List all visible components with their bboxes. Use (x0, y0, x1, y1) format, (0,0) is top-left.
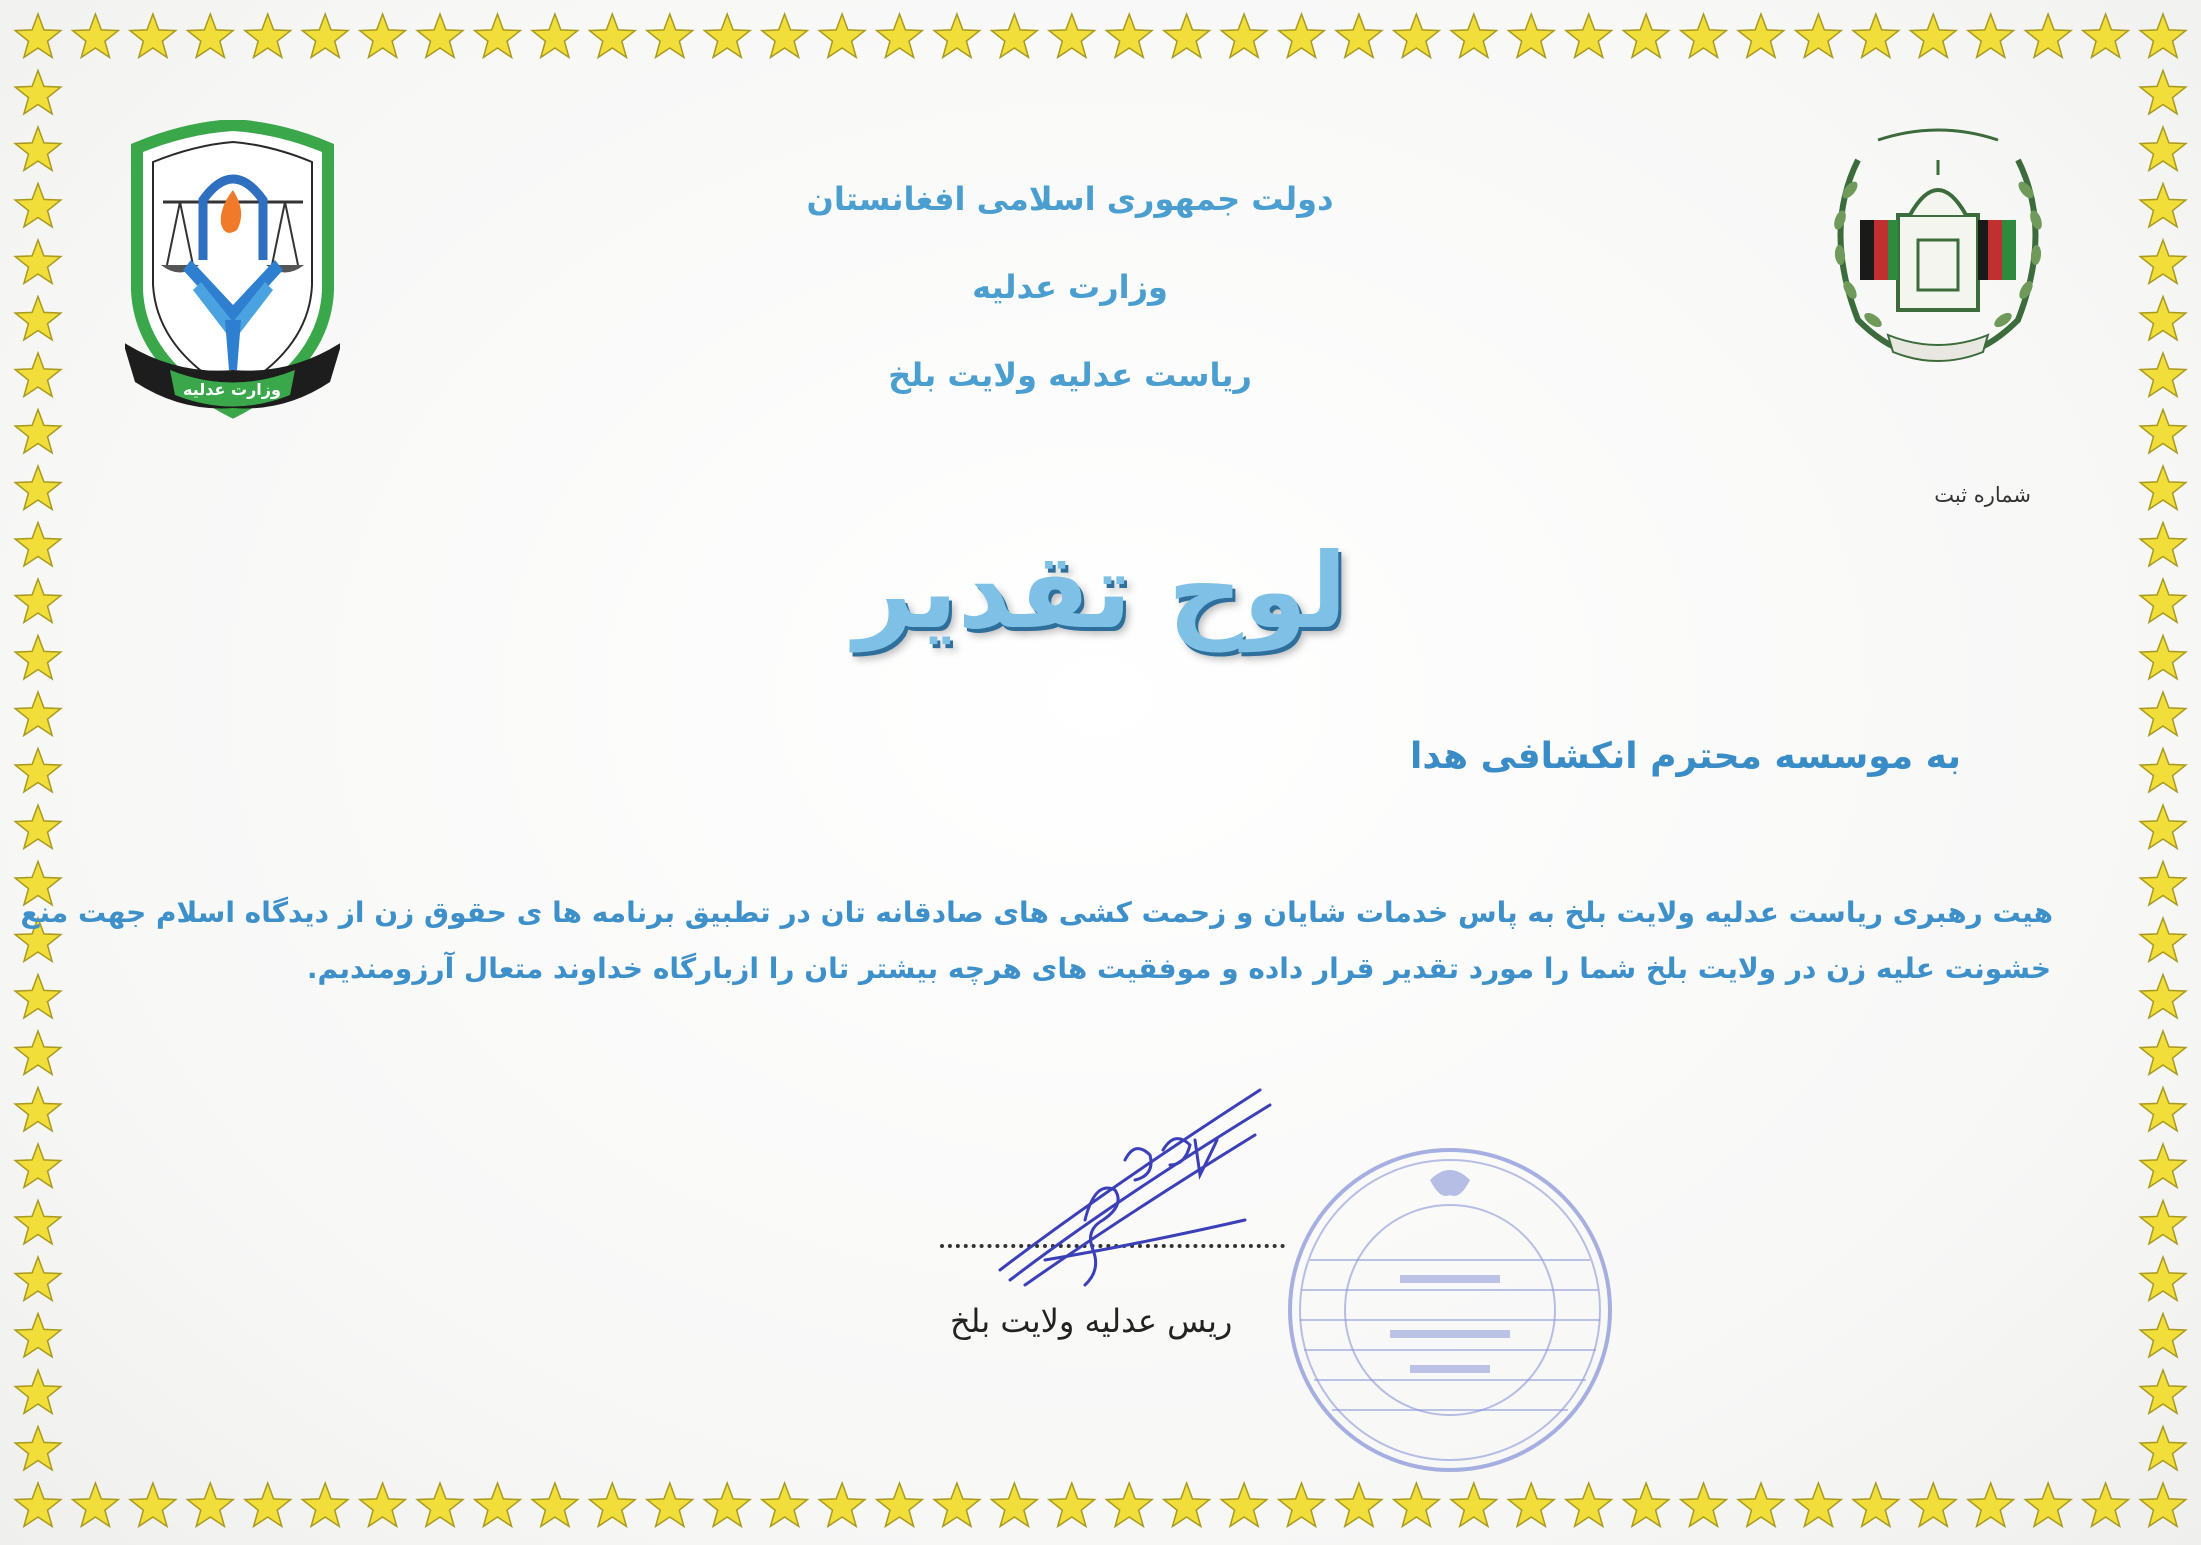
border-star (15, 14, 61, 57)
border-star (15, 410, 61, 453)
border-star (188, 1483, 234, 1526)
border-star (475, 14, 521, 57)
border-star (15, 1257, 61, 1300)
border-star (130, 1483, 176, 1526)
border-star (819, 14, 865, 57)
handwritten-signature-icon (985, 1070, 1285, 1300)
border-star (532, 1483, 578, 1526)
border-star (1394, 14, 1440, 57)
border-star (302, 1483, 348, 1526)
border-star (1796, 14, 1842, 57)
border-star (15, 71, 61, 114)
border-star (130, 14, 176, 57)
border-star (245, 14, 291, 57)
border-star (1164, 1483, 1210, 1526)
border-star (2140, 1088, 2186, 1131)
border-star (1049, 1483, 1095, 1526)
border-star (2083, 1483, 2129, 1526)
border-star (2140, 975, 2186, 1018)
border-star (2140, 1257, 2186, 1300)
border-star (1738, 14, 1784, 57)
body-text-line-2: خشونت علیه زن در ولایت بلخ شما را مورد تقدیر قرار داده و موفقیت های هرچه بیشتر تان را ازبارگاه خداوند متعال آرزومندیم. (306, 952, 2051, 985)
border-star (647, 1483, 693, 1526)
afghanistan-national-emblem-icon (1818, 120, 2058, 370)
border-star (73, 1483, 119, 1526)
border-star (590, 1483, 636, 1526)
border-star (2140, 1483, 2186, 1526)
border-star (15, 1314, 61, 1357)
border-star (1106, 14, 1152, 57)
border-star (1451, 14, 1497, 57)
border-star (188, 14, 234, 57)
border-star (704, 1483, 750, 1526)
border-star (1279, 14, 1325, 57)
registration-number-label: شماره ثبت (1934, 483, 2031, 507)
border-star (1336, 14, 1382, 57)
border-star (1623, 1483, 1669, 1526)
government-header: دولت جمهوری اسلامی افغانستان (806, 180, 1334, 218)
border-star (1968, 1483, 2014, 1526)
border-star (1221, 1483, 1267, 1526)
border-star (2140, 240, 2186, 283)
border-star (15, 749, 61, 792)
border-star (934, 14, 980, 57)
border-star (15, 297, 61, 340)
border-star (15, 692, 61, 735)
border-star (302, 14, 348, 57)
border-star (877, 14, 923, 57)
border-star (2140, 862, 2186, 905)
border-star (15, 1088, 61, 1131)
border-star (2140, 71, 2186, 114)
border-star (1796, 1483, 1842, 1526)
border-star (360, 14, 406, 57)
border-star (1336, 1483, 1382, 1526)
border-star (762, 1483, 808, 1526)
border-star (15, 1031, 61, 1074)
border-star (15, 1201, 61, 1244)
border-star (2140, 353, 2186, 396)
border-star (1508, 1483, 1554, 1526)
ministry-header: وزارت عدلیه (972, 268, 1168, 306)
border-star (417, 1483, 463, 1526)
border-star (2140, 1031, 2186, 1074)
border-star (15, 1144, 61, 1187)
border-star (1221, 14, 1267, 57)
border-star (245, 1483, 291, 1526)
border-star (1853, 1483, 1899, 1526)
border-star (1910, 14, 1956, 57)
border-star (2140, 1427, 2186, 1470)
border-star (762, 14, 808, 57)
border-star (590, 14, 636, 57)
border-star (1910, 1483, 1956, 1526)
border-star (15, 184, 61, 227)
border-star (2140, 184, 2186, 227)
border-star (15, 1427, 61, 1470)
border-star (2140, 805, 2186, 848)
border-star (1681, 1483, 1727, 1526)
department-header: ریاست عدلیه ولایت بلخ (888, 356, 1252, 394)
border-star (1853, 14, 1899, 57)
border-star (2140, 1201, 2186, 1244)
border-star (475, 1483, 521, 1526)
border-star (704, 14, 750, 57)
border-star (2083, 14, 2129, 57)
official-seal-stamp-icon (1280, 1140, 1620, 1480)
border-star (1623, 14, 1669, 57)
addressee-line: به موسسه محترم انکشافی هدا (1410, 736, 1961, 777)
border-star (15, 805, 61, 848)
border-star (1738, 1483, 1784, 1526)
border-star (2140, 297, 2186, 340)
border-star (1566, 1483, 1612, 1526)
ministry-emblem-label: وزارت عدلیه (183, 380, 281, 399)
border-star (2140, 918, 2186, 961)
border-star (2140, 692, 2186, 735)
border-star (2140, 1144, 2186, 1187)
signatory-title: ریس عدلیه ولایت بلخ (950, 1302, 1233, 1340)
border-star (73, 14, 119, 57)
border-star (1164, 14, 1210, 57)
border-star (934, 1483, 980, 1526)
border-star (1279, 1483, 1325, 1526)
border-star (819, 1483, 865, 1526)
border-star (1681, 14, 1727, 57)
border-star (2140, 14, 2186, 57)
border-star (1968, 14, 2014, 57)
border-star (1566, 14, 1612, 57)
border-star (1394, 1483, 1440, 1526)
border-star (647, 14, 693, 57)
border-star (15, 975, 61, 1018)
body-text-line-1: هیت رهبری ریاست عدلیه ولایت بلخ به پاس خدمات شایان و زحمت کشی های صادقانه تان در تطبیق برنامه ها ی حقوق زن از دیدگاه اسلام جهت منع (20, 896, 2053, 929)
border-star (2025, 1483, 2071, 1526)
border-star (532, 14, 578, 57)
border-star (2140, 127, 2186, 170)
border-star (15, 240, 61, 283)
border-star (2140, 1314, 2186, 1357)
border-star (360, 1483, 406, 1526)
border-star (1049, 14, 1095, 57)
border-star (877, 1483, 923, 1526)
border-star (2140, 466, 2186, 509)
ministry-of-justice-emblem-icon (125, 120, 340, 420)
border-star (2140, 410, 2186, 453)
border-star (417, 14, 463, 57)
border-star (15, 1370, 61, 1413)
border-star (15, 466, 61, 509)
border-star (15, 353, 61, 396)
certificate-title: لوح تقدیر (853, 530, 1348, 652)
border-star (2140, 749, 2186, 792)
border-star (1508, 14, 1554, 57)
border-star (2140, 1370, 2186, 1413)
border-star (1451, 1483, 1497, 1526)
border-star (15, 1483, 61, 1526)
border-star (1106, 1483, 1152, 1526)
border-star (992, 14, 1038, 57)
border-star (2025, 14, 2071, 57)
border-star (15, 127, 61, 170)
border-star (992, 1483, 1038, 1526)
